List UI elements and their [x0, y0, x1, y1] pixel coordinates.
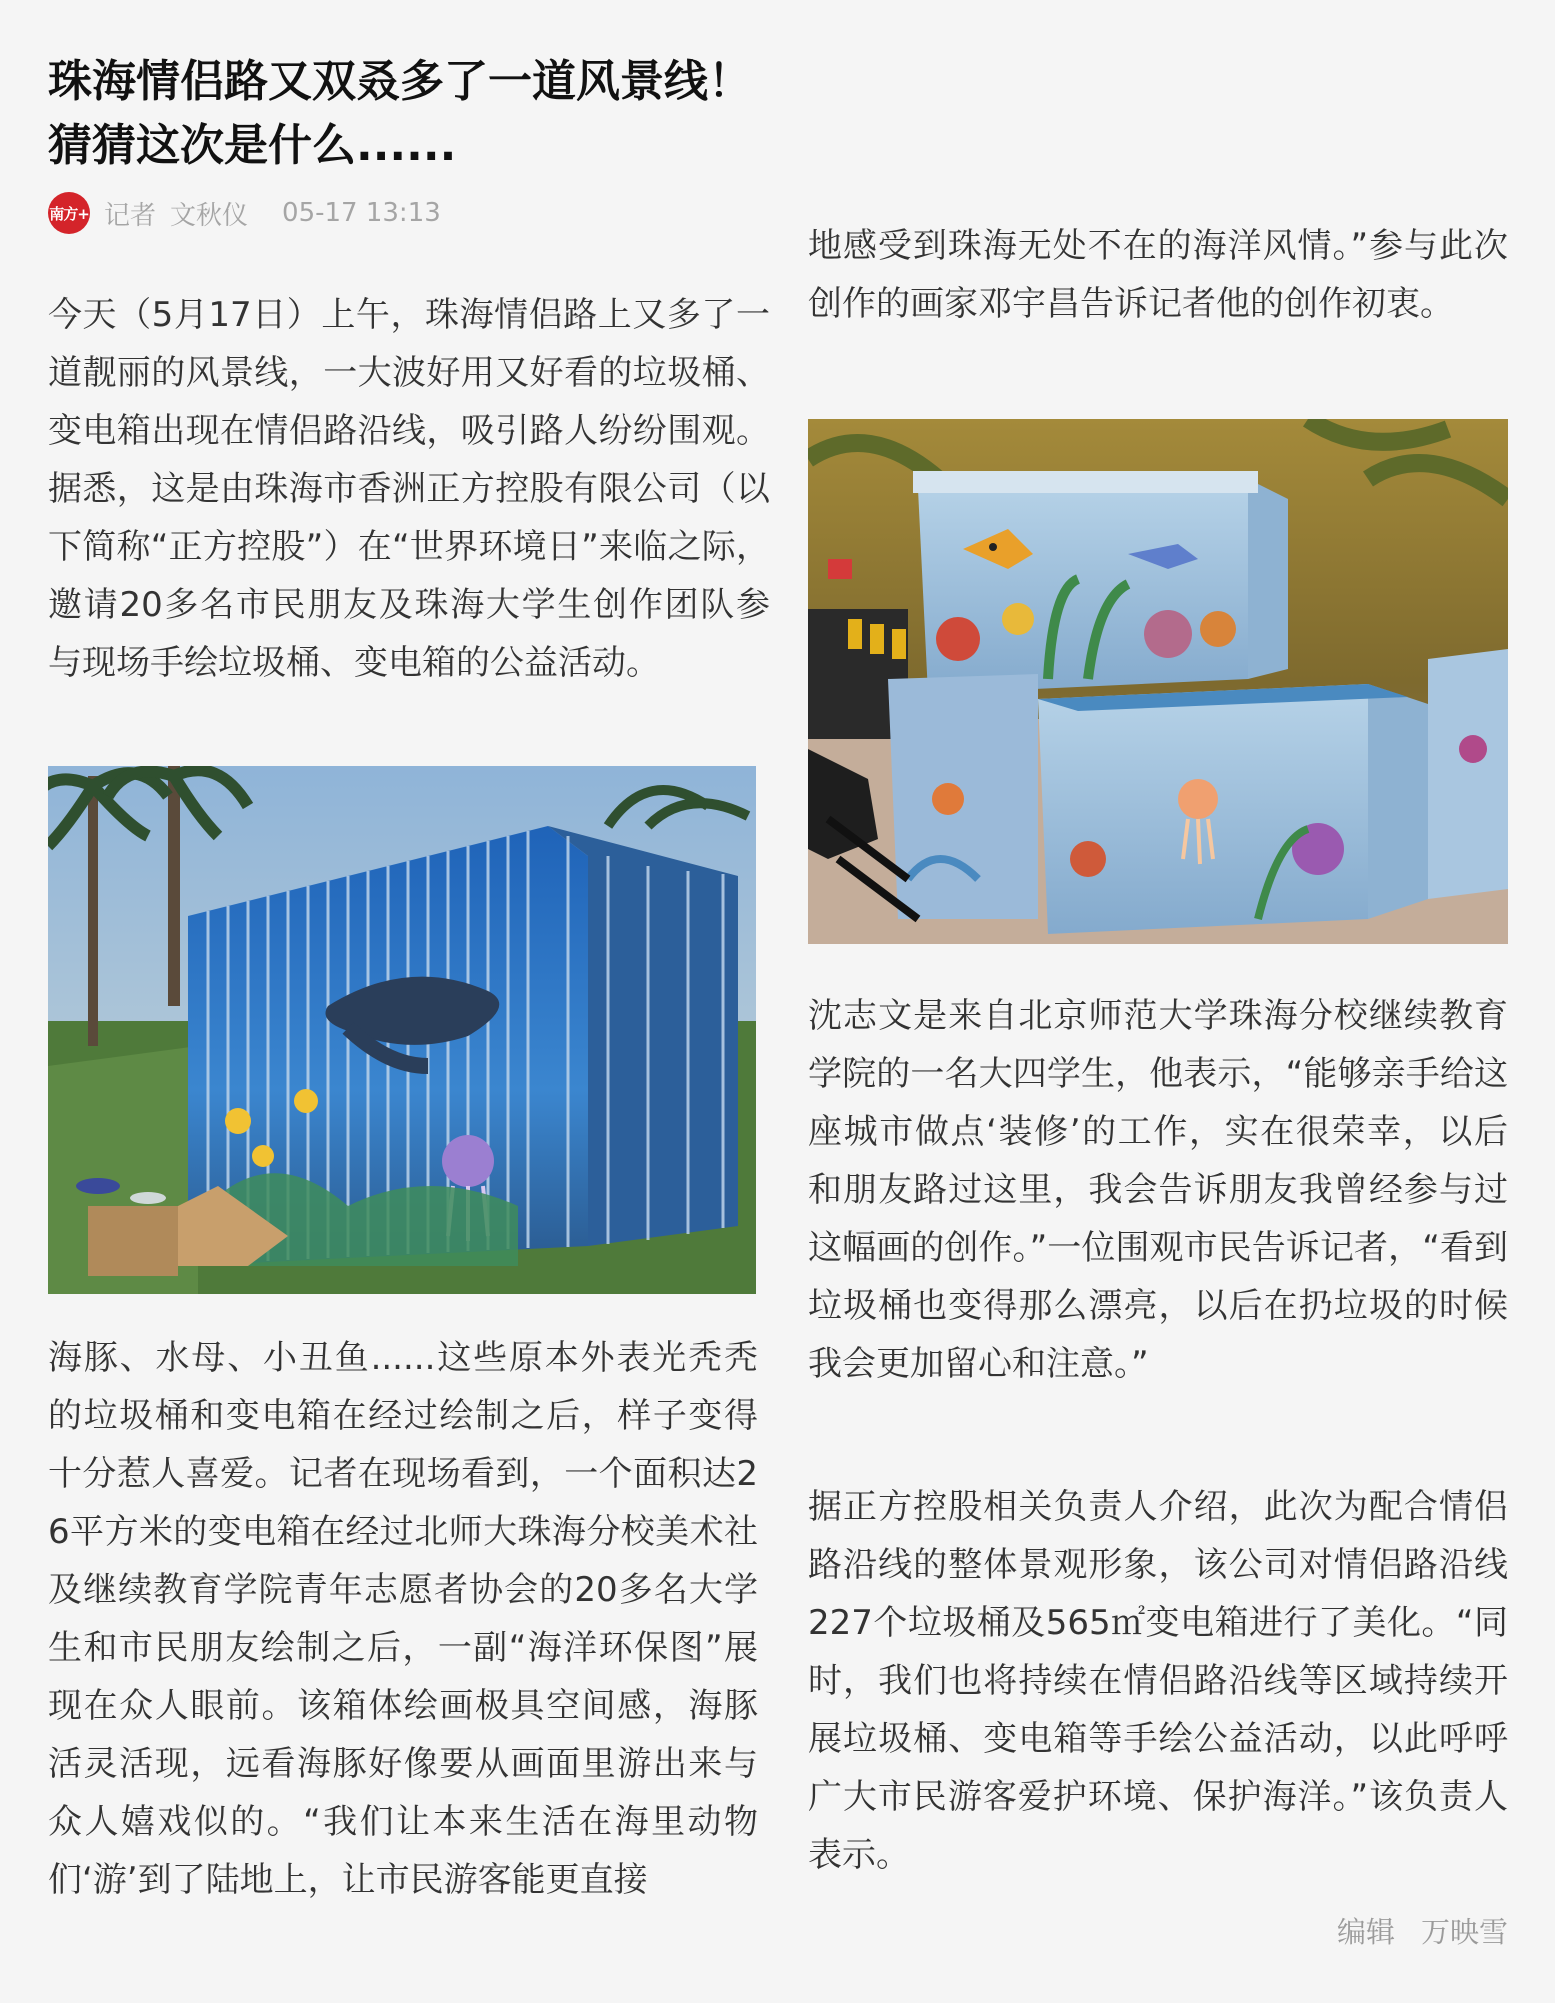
paragraph-3: 地感受到珠海无处不在的海洋风情。”参与此次创作的画家邓宇昌告诉记者他的创作初衷。 [808, 226, 1508, 324]
source-logo: 南方+ [48, 192, 90, 234]
byline [48, 192, 441, 234]
paragraph-5: 据正方控股相关负责人介绍，此次为配合情侣路沿线的整体景观形象，该公司对情侣路沿线227个垃圾桶及565㎡变电箱进行了美化。“同时，我们也将持续在情侣路沿线等区域持续开展垃圾桶、变电箱等手绘公益活动，以此呼呼广大市民游客爱护环境、保护海洋。”该负责人表示。 [808, 1487, 1508, 1875]
publish-time: 05-17 13:13 [282, 198, 441, 228]
photo-dolphin-box-image [48, 766, 756, 1294]
reporter-name: 文秋仪 [170, 200, 249, 231]
article-title: 珠海情侣路又双叒多了一道风景线！猜猜这次是什么...... [48, 56, 752, 171]
editor-name: 万映雪 [1420, 1915, 1508, 1949]
photo-dolphin-box [48, 766, 756, 1294]
reporter-label: 记者 [104, 200, 157, 231]
photo-painted-bins-image [808, 419, 1508, 944]
editor-credit [1337, 1910, 1508, 1951]
editor-label: 编辑 [1336, 1915, 1395, 1949]
paragraph-1: 今天（5月17日）上午，珠海情侣路上又多了一道靓丽的风景线，一大波好用又好看的垃圾桶、变电箱出现在情侣路沿线，吸引路人纷纷围观。据悉，这是由珠海市香洲正方控股有限公司（以下简称“正方控股”）在“世界环境日”来临之际，邀请20多名市民朋友及珠海大学生创作团队参与现场手绘垃圾桶、变电箱的公益活动。 [48, 295, 770, 683]
paragraph-4: 沈志文是来自北京师范大学珠海分校继续教育学院的一名大四学生，他表示，“能够亲手给这座城市做点‘装修’的工作，实在很荣幸，以后和朋友路过这里，我会告诉朋友我曾经参与过这幅画的创作。”一位围观市民告诉记者，“看到垃圾桶也变得那么漂亮，以后在扔垃圾的时候我会更加留心和注意。” [808, 996, 1508, 1384]
photo-painted-bins [808, 419, 1508, 944]
paragraph-2: 海豚、水母、小丑鱼......这些原本外表光秃秃的垃圾桶和变电箱在经过绘制之后，样子变得十分惹人喜爱。记者在现场看到，一个面积达26平方米的变电箱在经过北师大珠海分校美术社及继续教育学院青年志愿者协会的20多名大学生和市民朋友绘制之后，一副“海洋环保图”展现在众人眼前。该箱体绘画极具空间感，海豚活灵活现，远看海豚好像要从画面里游出来与众人嬉戏似的。“我们让本来生活在海里动物们‘游’到了陆地上，让市民游客能更直接 [48, 1338, 758, 1900]
